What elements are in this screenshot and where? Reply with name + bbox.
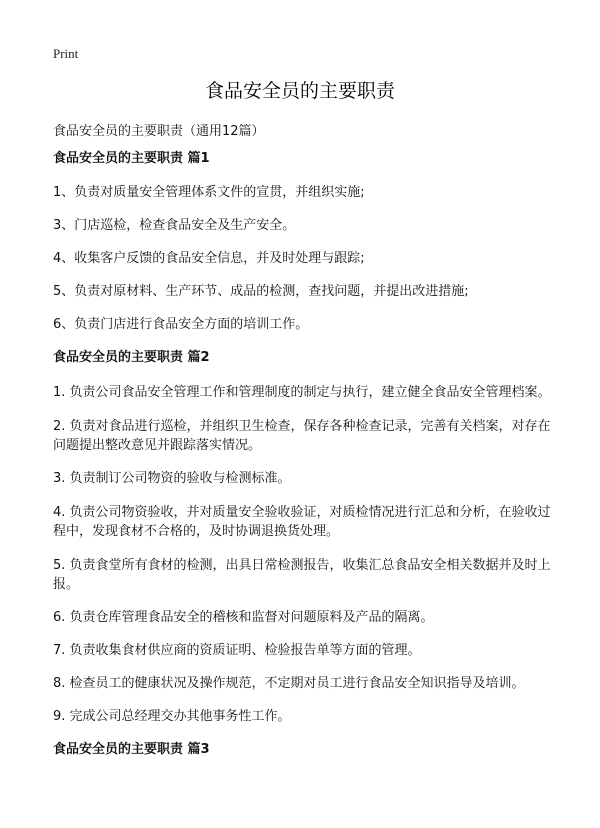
list-item: 4、收集客户反馈的食品安全信息，并及时处理与跟踪;	[53, 251, 365, 266]
list-item: 3. 负责制订公司物资的验收与检测标准。	[53, 471, 291, 486]
list-item: 9. 完成公司总经理交办其他事务性工作。	[53, 709, 291, 724]
section-1	[53, 150, 553, 334]
list-item: 3、门店巡检，检查食品安全及生产安全。	[53, 218, 296, 233]
section-heading: 食品安全员的主要职责 篇1	[53, 151, 210, 166]
list-item: 1、负责对质量安全管理体系文件的宣贯，并组织实施;	[53, 185, 365, 200]
page-title: 食品安全员的主要职责	[204, 80, 395, 102]
section-heading: 食品安全员的主要职责 篇3	[53, 742, 210, 757]
list-item: 5、负责对原材料、生产环节、成品的检测，查找问题，并提出改进措施;	[53, 284, 469, 299]
print-link[interactable]: Print	[53, 46, 79, 61]
list-item: 8. 检查员工的健康状况及操作规范，不定期对员工进行食品安全知识指导及培训。	[53, 676, 525, 691]
list-item: 4. 负责公司物资验收，并对质量安全验收验证，对质检情况进行汇总和分析，在验收过程中，发现食材不合格的，及时协调退换货处理。	[53, 505, 551, 539]
list-item: 2. 负责对食品进行巡检，并组织卫生检查，保存各种检查记录，完善有关档案，对存在问题提出整改意见并跟踪落实情况。	[53, 419, 551, 453]
list-item: 1. 负责公司食品安全管理工作和管理制度的制定与执行，建立健全食品安全管理档案。	[53, 385, 551, 400]
section-2	[53, 349, 553, 726]
list-item: 6、负责门店进行食品安全方面的培训工作。	[53, 317, 309, 332]
section-heading: 食品安全员的主要职责 篇2	[53, 350, 210, 365]
list-item: 7. 负责收集食材供应商的资质证明、检验报告单等方面的管理。	[53, 643, 421, 658]
list-item: 5. 负责食堂所有食材的检测，出具日常检测报告，收集汇总食品安全相关数据并及时上报。	[53, 558, 551, 592]
document-subtitle: 食品安全员的主要职责（通用12篇）	[53, 124, 265, 139]
section-3	[53, 741, 553, 759]
list-item: 6. 负责仓库管理食品安全的稽核和监督对问题原料及产品的隔离。	[53, 610, 434, 625]
document-body	[53, 150, 553, 775]
